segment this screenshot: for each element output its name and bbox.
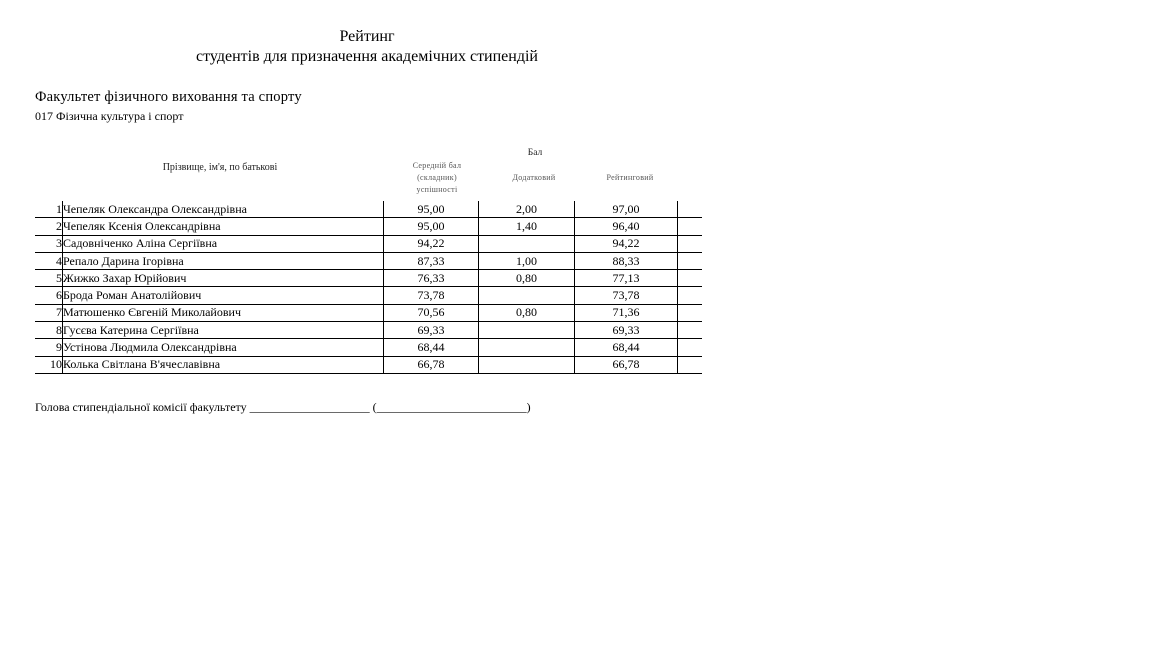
table-row bbox=[35, 304, 702, 321]
row-number: 5 bbox=[35, 270, 63, 287]
rating-score: 69,33 bbox=[575, 322, 678, 339]
rating-score: 77,13 bbox=[575, 270, 678, 287]
document-title: Рейтинг bbox=[339, 28, 395, 45]
document-subtitle: студентів для призначення академічних стипендій bbox=[195, 48, 538, 65]
rating-score: 96,40 bbox=[575, 218, 678, 235]
header-rating-score: Рейтинговий bbox=[606, 173, 654, 182]
empty-cell bbox=[678, 356, 703, 373]
row-number: 2 bbox=[35, 218, 63, 235]
average-score: 70,56 bbox=[384, 304, 479, 321]
faculty-name: Факультет фізичного виховання та спорту bbox=[35, 89, 302, 105]
table-row bbox=[35, 339, 702, 356]
student-name: Колька Світлана В'ячеславівна bbox=[63, 356, 384, 373]
rating-score: 73,78 bbox=[575, 287, 678, 304]
commission-signature-line: Голова стипендіальної комісії факультету ____________________ (_________________________) bbox=[35, 400, 531, 414]
additional-score: 1,40 bbox=[479, 218, 575, 235]
table-row bbox=[35, 270, 702, 287]
student-name: Чепеляк Ксенія Олександрівна bbox=[63, 218, 384, 235]
table-row bbox=[35, 218, 702, 235]
additional-score: 1,00 bbox=[479, 252, 575, 269]
row-number: 4 bbox=[35, 252, 63, 269]
average-score: 94,22 bbox=[384, 235, 479, 252]
header-additional-score: Додатковий bbox=[512, 173, 556, 182]
additional-score bbox=[479, 235, 575, 252]
average-score: 68,44 bbox=[384, 339, 479, 356]
average-score: 95,00 bbox=[384, 218, 479, 235]
additional-score bbox=[479, 287, 575, 304]
row-number: 8 bbox=[35, 322, 63, 339]
student-name: Матюшенко Євгеній Миколайович bbox=[63, 304, 384, 321]
student-name: Устінова Людмила Олександрівна bbox=[63, 339, 384, 356]
row-number: 3 bbox=[35, 235, 63, 252]
average-score: 73,78 bbox=[384, 287, 479, 304]
header-average-line-1: Середній бал bbox=[412, 161, 462, 170]
row-number: 7 bbox=[35, 304, 63, 321]
header-average-score bbox=[400, 160, 474, 196]
empty-cell bbox=[678, 201, 703, 218]
empty-cell bbox=[678, 235, 703, 252]
additional-score bbox=[479, 322, 575, 339]
empty-cell bbox=[678, 322, 703, 339]
empty-cell bbox=[678, 218, 703, 235]
average-score: 76,33 bbox=[384, 270, 479, 287]
header-name: Прізвище, ім'я, по батькові bbox=[162, 162, 278, 173]
average-score: 66,78 bbox=[384, 356, 479, 373]
empty-cell bbox=[678, 304, 703, 321]
table-row bbox=[35, 287, 702, 304]
additional-score bbox=[479, 356, 575, 373]
table-row bbox=[35, 322, 702, 339]
empty-cell bbox=[678, 339, 703, 356]
row-number: 10 bbox=[35, 356, 63, 373]
additional-score bbox=[479, 339, 575, 356]
average-score: 69,33 bbox=[384, 322, 479, 339]
rating-score: 66,78 bbox=[575, 356, 678, 373]
student-name: Брода Роман Анатолійович bbox=[63, 287, 384, 304]
table-row bbox=[35, 235, 702, 252]
student-name: Гусєва Катерина Сергіївна bbox=[63, 322, 384, 339]
average-score: 87,33 bbox=[384, 252, 479, 269]
student-name: Садовніченко Аліна Сергіївна bbox=[63, 235, 384, 252]
row-number: 6 bbox=[35, 287, 63, 304]
student-name: Жижко Захар Юрійович bbox=[63, 270, 384, 287]
rating-score: 94,22 bbox=[575, 235, 678, 252]
empty-cell bbox=[678, 287, 703, 304]
table-row bbox=[35, 356, 702, 373]
header-score-group: Бал bbox=[527, 148, 543, 158]
specialty-name: 017 Фізична культура і спорт bbox=[35, 109, 184, 123]
rating-table bbox=[35, 201, 702, 374]
student-name: Чепеляк Олександра Олександрівна bbox=[63, 201, 384, 218]
average-score: 95,00 bbox=[384, 201, 479, 218]
rating-score: 68,44 bbox=[575, 339, 678, 356]
header-average-line-2: (складник) bbox=[417, 173, 457, 182]
rating-score: 97,00 bbox=[575, 201, 678, 218]
empty-cell bbox=[678, 252, 703, 269]
empty-cell bbox=[678, 270, 703, 287]
table-row bbox=[35, 201, 702, 218]
rating-score: 71,36 bbox=[575, 304, 678, 321]
additional-score: 0,80 bbox=[479, 270, 575, 287]
row-number: 1 bbox=[35, 201, 63, 218]
header-average-line-3: успішності bbox=[416, 185, 458, 194]
additional-score: 2,00 bbox=[479, 201, 575, 218]
row-number: 9 bbox=[35, 339, 63, 356]
table-row bbox=[35, 252, 702, 269]
rating-table-body bbox=[35, 201, 702, 373]
rating-score: 88,33 bbox=[575, 252, 678, 269]
additional-score: 0,80 bbox=[479, 304, 575, 321]
student-name: Репало Дарина Ігорівна bbox=[63, 252, 384, 269]
